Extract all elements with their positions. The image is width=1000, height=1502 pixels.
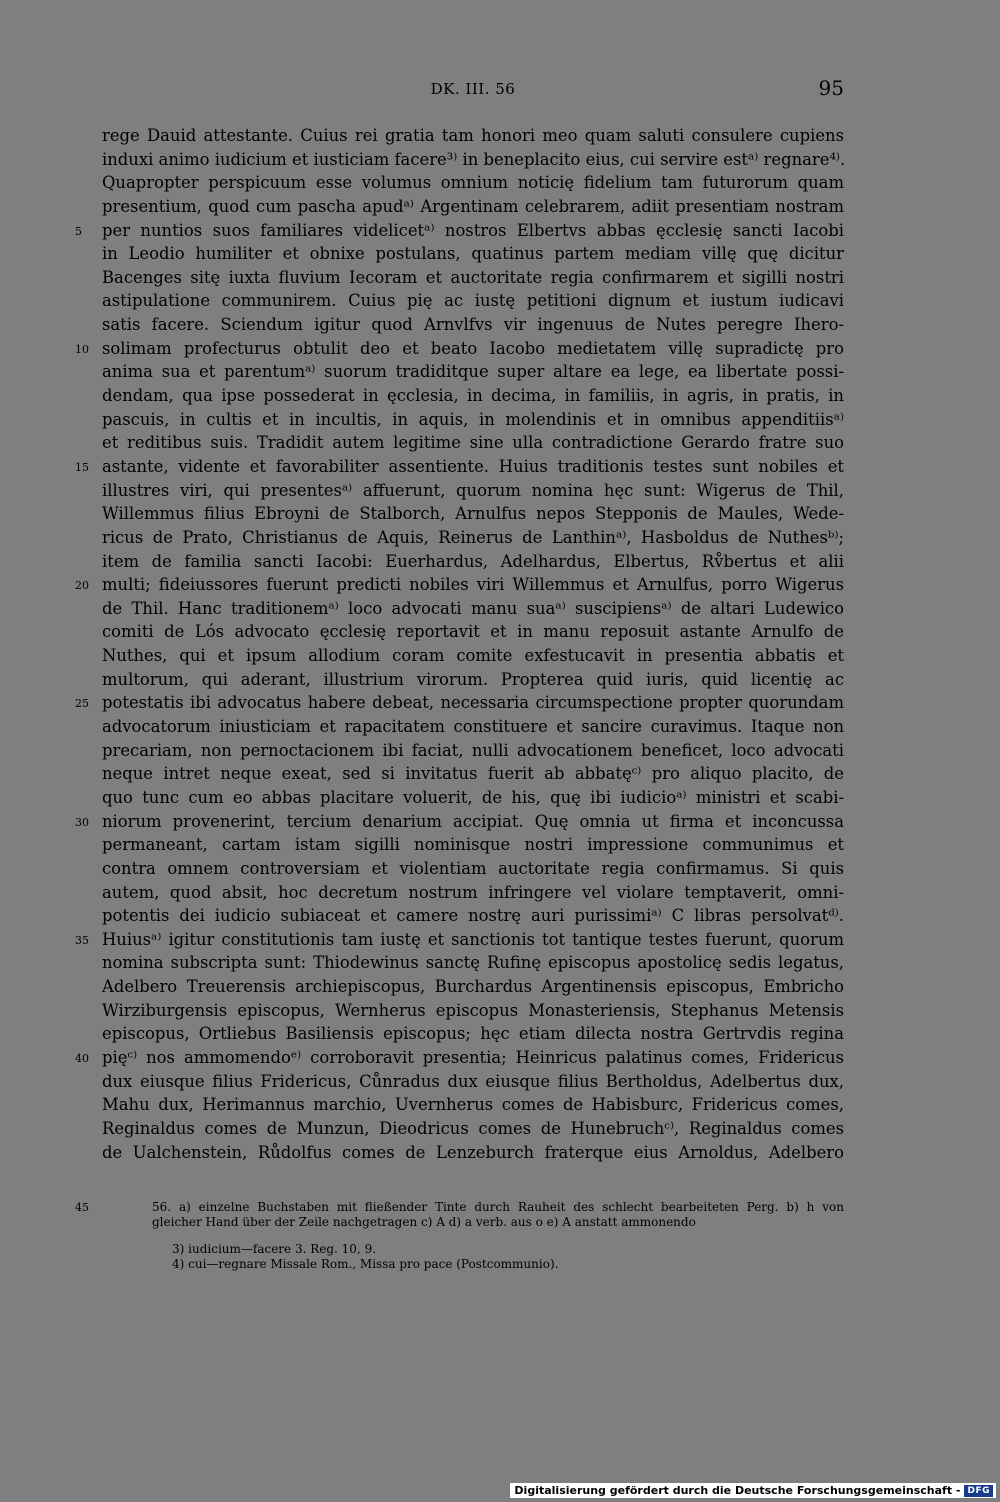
page-header (102, 76, 844, 102)
line-text: quo tunc cum eo abbas placitare voluerit, de his, quę ibi iudicioᵃ⁾ ministri et scabi- (102, 787, 844, 807)
running-head: DK. III. 56 (430, 80, 516, 98)
text-line (102, 644, 844, 668)
text-line (102, 904, 844, 928)
line-text: neque intret neque exeat, sed si invitatus fuerit ab abbatęᶜ⁾ pro aliquo placito, de (102, 764, 844, 784)
line-number: 15 (75, 460, 89, 474)
text-line (102, 148, 844, 172)
text-line (102, 242, 844, 266)
page-number: 95 (818, 76, 844, 100)
line-number: 35 (75, 933, 89, 947)
line-text: Willemmus filius Ebroyni de Stalborch, Arnulfus nepos Stepponis de Maules, Wede- (102, 504, 844, 524)
line-text: Huiusᵃ⁾ igitur constitutionis tam iustę et sanctionis tot tantique testes fuerunt, quorum (102, 929, 844, 949)
text-line (102, 762, 844, 786)
text-line (102, 384, 844, 408)
text-line (75, 455, 844, 479)
text-line (102, 289, 844, 313)
line-text: pascuis, in cultis et in incultis, in aquis, in molendinis et in omnibus appenditiisᵃ⁾ (102, 409, 844, 429)
text-line (102, 431, 844, 455)
text-line (102, 715, 844, 739)
text-line (102, 360, 844, 384)
footnote-line-number: 45 (75, 1201, 89, 1214)
line-text: presentium, quod cum pascha apudᵃ⁾ Argentinam celebrarem, adiit presentiam nostram (102, 196, 844, 216)
line-text: de Ualchenstein, Růdolfus comes de Lenzeburch fraterque eius Arnoldus, Adelbero (102, 1142, 844, 1162)
line-text: Nuthes, qui et ipsum allodium coram comite exfestucavit in presentia abbatis et (102, 646, 844, 666)
critical-note-line: 56. a) einzelne Buchstaben mit fließender Tinte durch Rauheit des schlecht bearbeiteten Perg. b) h von (152, 1200, 844, 1214)
line-text: Mahu dux, Herimannus marchio, Uvernherus comes de Habisburc, Fridericus comes, (102, 1095, 844, 1115)
text-line (102, 881, 844, 905)
text-line (102, 550, 844, 574)
line-text: astipulatione communirem. Cuius pię ac iustę petitioni dignum et iustum iudicavi (102, 291, 844, 311)
source-note: 3) iudicium—facere 3. Reg. 10, 9. (172, 1242, 377, 1256)
line-text: solimam profecturus obtulit deo et beato Iacobo medietatem villę supradictę pro (102, 338, 844, 358)
line-text: de Thil. Hanc traditionemᵃ⁾ loco advocati manu suaᵃ⁾ suscipiensᵃ⁾ de altari Ludewico (102, 598, 844, 618)
line-number: 40 (75, 1051, 89, 1065)
text-line (102, 1141, 844, 1165)
text-line (102, 1070, 844, 1094)
line-text: permaneant, cartam istam sigilli nominisque nostri impressione communimus et (102, 835, 844, 855)
text-line (102, 951, 844, 975)
line-text: et reditibus suis. Tradidit autem legitime sine ulla contradictione Gerardo fratre suo (102, 433, 844, 453)
text-line (102, 668, 844, 692)
line-text: multorum, qui aderant, illustrium virorum. Propterea quid iuris, quid licentię ac (102, 669, 844, 689)
text-line (102, 124, 844, 148)
text-line (102, 479, 844, 503)
line-text: comiti de Lós advocato ęcclesię reportavit et in manu reposuit astante Arnulfo de (102, 622, 844, 642)
line-text: item de familia sancti Iacobi: Euerhardus, Adelhardus, Elbertus, Rv̊bertus et alii (102, 551, 844, 571)
line-text: induxi animo iudicium et iusticiam facere³⁾ in beneplacito eius, cui servire estᵃ⁾ regnare⁴⁾. (102, 149, 846, 169)
line-text: ricus de Prato, Christianus de Aquis, Reinerus de Lanthinᵃ⁾, Hasboldus de Nuthesᵇ⁾; (102, 527, 844, 547)
line-text: niorum provenerint, tercium denarium accipiat. Quę omnia ut firma et inconcussa (102, 811, 844, 831)
text-line (102, 999, 844, 1023)
text-line (75, 219, 844, 243)
line-number: 20 (75, 579, 89, 593)
text-line (102, 408, 844, 432)
text-line (102, 597, 844, 621)
line-text: rege Dauid attestante. Cuius rei gratia tam honori meo quam saluti consulere cupiens (102, 126, 844, 145)
critical-note-line: gleicher Hand über der Zeile nachgetragen c) A d) a verb. aus o e) A anstatt ammonendo (152, 1215, 696, 1229)
text-line (75, 810, 844, 834)
footer-text: Digitalisierung gefördert durch die Deutsche Forschungsgemeinschaft - (514, 1484, 961, 1497)
line-text: episcopus, Ortliebus Basiliensis episcopus; hęc etiam dilecta nostra Gertrvdis regina (102, 1024, 844, 1044)
text-line (102, 1117, 844, 1141)
footnotes (75, 1200, 844, 1272)
line-text: precariam, non pernoctacionem ibi faciat, nulli advocationem beneficet, loco advocati (102, 740, 844, 760)
source-note: 4) cui—regnare Missale Rom., Missa pro pace (Postcommunio). (172, 1257, 559, 1271)
critical-apparatus (102, 1200, 844, 1230)
line-text: contra omnem controversiam et violentiam auctoritate regia confirmamus. Si quis (102, 858, 844, 878)
main-text (75, 124, 846, 1164)
text-line (102, 171, 844, 195)
text-line (102, 195, 844, 219)
line-number: 10 (75, 342, 89, 356)
line-text: per nuntios suos familiares videlicetᵃ⁾ nostros Elbertvs abbas ęcclesię sancti Iacobi (102, 220, 844, 240)
dfg-footer[interactable] (510, 1483, 996, 1498)
text-line (102, 857, 844, 881)
text-line (102, 526, 844, 550)
text-line (102, 620, 844, 644)
text-line (75, 691, 844, 715)
line-number: 30 (75, 815, 89, 829)
text-line (75, 928, 844, 952)
line-text: pięᶜ⁾ nos ammomendoᵉ⁾ corroboravit presentia; Heinricus palatinus comes, Fridericus (102, 1047, 844, 1067)
line-text: multi; fideiussores fuerunt predicti nobiles viri Willemmus et Arnulfus, porro Wigerus (102, 575, 844, 595)
text-line (102, 975, 844, 999)
text-line (102, 739, 844, 763)
line-number: 5 (75, 224, 82, 238)
line-text: Adelbero Treuerensis archiepiscopus, Burchardus Argentinensis episcopus, Embricho (102, 977, 844, 997)
text-line (102, 266, 844, 290)
line-text: Quapropter perspicuum esse volumus omnium noticię fidelium tam futurorum quam (102, 173, 844, 193)
line-text: advocatorum iniusticiam et rapacitatem constituere et sancire curavimus. Itaque non (102, 717, 844, 737)
line-text: potestatis ibi advocatus habere debeat, necessaria circumspectione propter quorundam (102, 693, 844, 713)
text-line (102, 833, 844, 857)
text-line (102, 786, 844, 810)
line-text: astante, vidente et favorabiliter assentiente. Huius traditionis testes sunt nobiles et (102, 456, 844, 476)
text-line (75, 337, 844, 361)
text-line (102, 1093, 844, 1117)
line-text: Wirziburgensis episcopus, Wernherus episcopus Monasteriensis, Stephanus Metensis (102, 1000, 844, 1020)
line-number: 25 (75, 697, 89, 711)
text-line (102, 1022, 844, 1046)
line-text: dux eiusque filius Fridericus, Cůnradus dux eiusque filius Bertholdus, Adelbertus dux, (102, 1071, 844, 1091)
line-text: in Leodio humiliter et obnixe postulans, quatinus partem mediam villę quę dicitur (102, 244, 844, 264)
text-line (102, 313, 844, 337)
line-text: autem, quod absit, hoc decretum nostrum infringere vel violare temptaverit, omni- (102, 882, 844, 902)
line-text: illustres viri, qui presentesᵃ⁾ affuerunt, quorum nomina hęc sunt: Wigerus de Thil, (102, 480, 844, 500)
line-text: Bacenges sitę iuxta fluvium Iecoram et auctoritate regia confirmarem et sigilli nostri (102, 267, 844, 287)
line-text: Reginaldus comes de Munzun, Dieodricus comes de Hunebruchᶜ⁾, Reginaldus comes (102, 1118, 844, 1138)
text-line (75, 573, 844, 597)
line-text: nomina subscripta sunt: Thiodewinus sanctę Rufinę episcopus apostolicę sedis legatus, (102, 953, 844, 973)
line-text: dendam, qua ipse possederat in ęcclesia, in decima, in familiis, in agris, in pratis, in (102, 386, 844, 406)
line-text: satis facere. Sciendum igitur quod Arnvlfvs vir ingenuus de Nutes peregre Ihero- (102, 315, 844, 335)
line-text: anima sua et parentumᵃ⁾ suorum tradiditque super altare ea lege, ea libertate possi- (102, 362, 844, 382)
text-line (102, 502, 844, 526)
dfg-logo: DFG (964, 1485, 993, 1497)
line-text: potentis dei iudicio subiaceat et camere nostrę auri purissimiᵃ⁾ C libras persolvatᵈ⁾. (102, 906, 844, 926)
text-line (75, 1046, 844, 1070)
